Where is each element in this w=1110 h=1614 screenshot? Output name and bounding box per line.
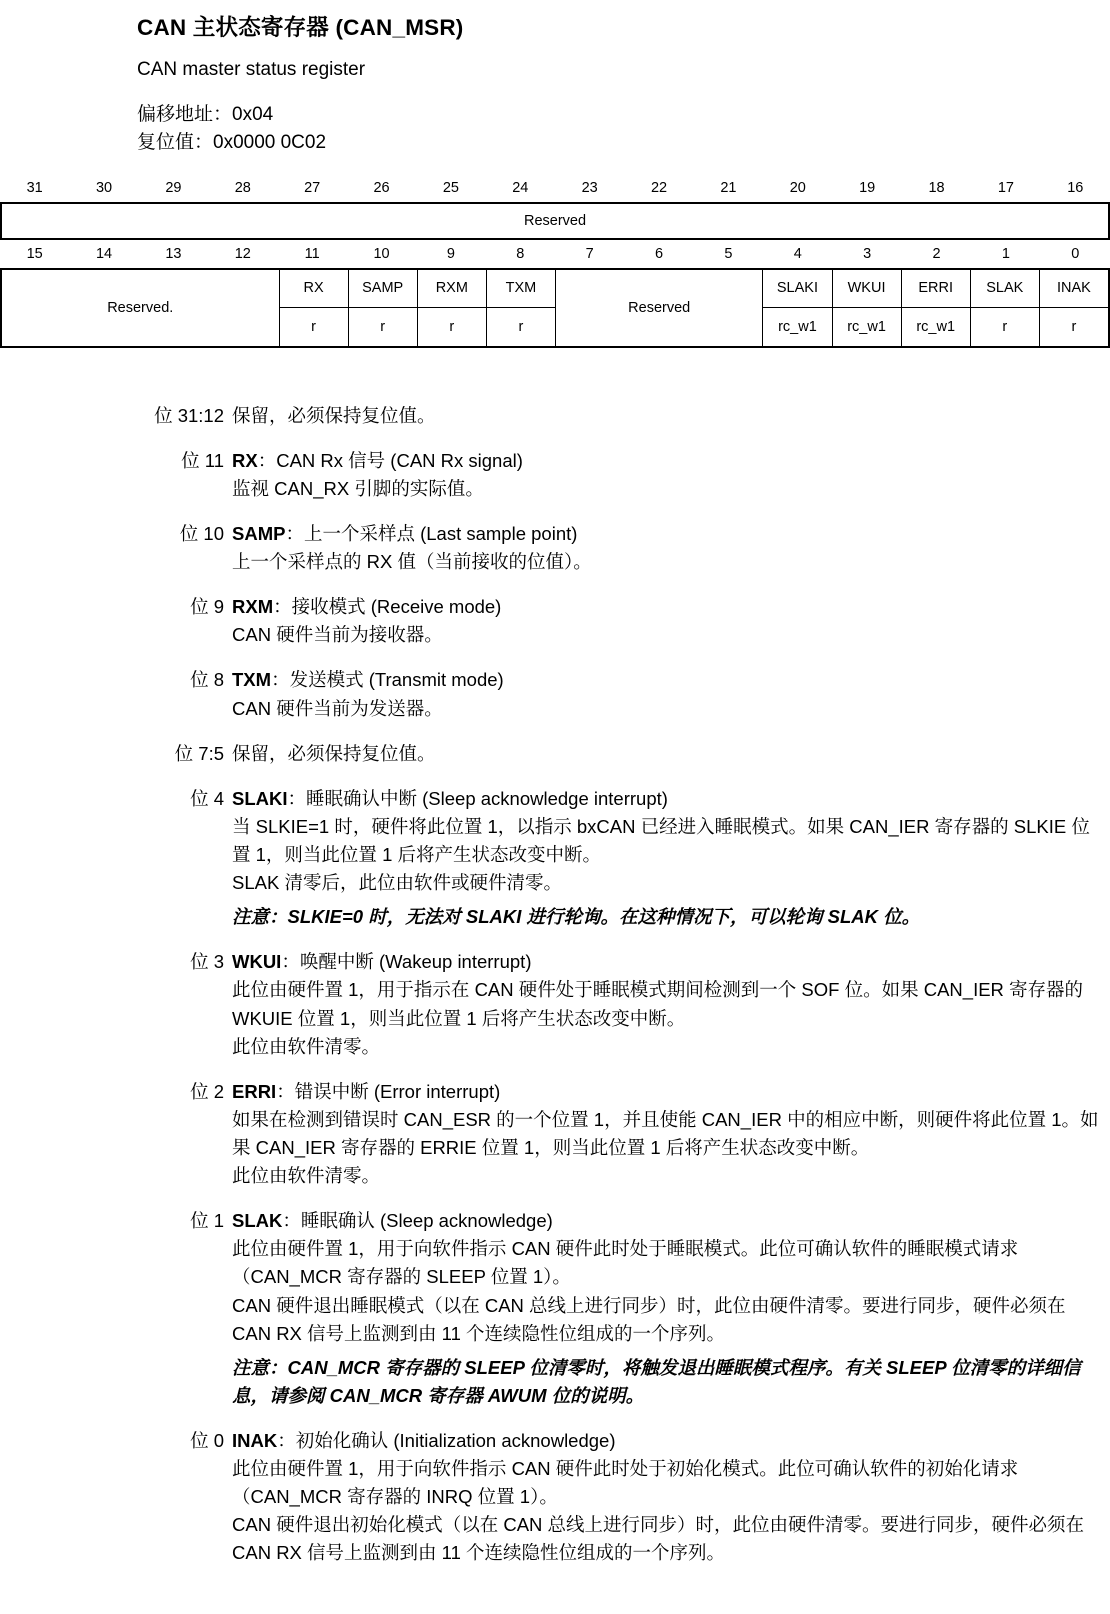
bit-description-title <box>232 402 1105 430</box>
bit-description-paragraph: CAN 硬件退出初始化模式（以在 CAN 总线上进行同步）时，此位由硬件清零。要进行同步，硬件必须在 CAN RX 信号上监测到由 11 个连续隐性位组成的一个序列。 <box>232 1514 1085 1564</box>
bit-number-18: 18 <box>928 179 945 196</box>
bit-description-paragraph: 当 SLKIE=1 时，硬件将此位置 1，以指示 bxCAN 已经进入睡眠模式。如果 CAN_IER 寄存器的 SLKIE 位置 1，则当此位置 1 后将产生状态改变中断。 <box>232 815 1090 865</box>
bit-field-abbrev: TXM <box>232 669 272 691</box>
bit-range-label: 位 10 <box>179 522 224 544</box>
bit-number-7: 7 <box>585 246 594 263</box>
bit-numbers-row-low <box>0 240 1110 268</box>
bit-number-4: 4 <box>793 246 802 263</box>
bit-description-title-text: ：唤醒中断 (Wakeup interrupt) <box>281 951 532 973</box>
bit-range-label: 位 3 <box>190 951 224 973</box>
bit-field-abbrev: RXM <box>232 596 274 618</box>
bit-number-5: 5 <box>724 246 733 263</box>
bit-description-row <box>0 1427 1105 1568</box>
bit-description-row <box>0 593 1105 649</box>
bit-description-body <box>232 666 1105 722</box>
bit-range-label: 位 2 <box>190 1080 224 1102</box>
bit-field-name: SAMP <box>362 280 404 297</box>
bit-number-21: 21 <box>720 179 737 196</box>
bit-description-title <box>232 520 1105 548</box>
bit-description-title <box>232 1207 1105 1235</box>
register-meta <box>137 101 1110 157</box>
bit-range-label: 位 0 <box>190 1429 224 1451</box>
bit-description-row <box>0 1078 1105 1190</box>
bit-field-cell <box>348 270 417 308</box>
bit-number-16: 16 <box>1067 179 1084 196</box>
bit-description-body <box>232 1427 1105 1568</box>
bit-field-name: RXM <box>435 280 468 297</box>
bit-field-access <box>486 308 555 346</box>
bit-description-row <box>0 666 1105 722</box>
bit-field-name: SLAKI <box>776 280 818 297</box>
bit-description-paragraph: 此位由软件清零。 <box>232 1165 381 1187</box>
bit-field-access <box>279 308 348 346</box>
bit-description-body <box>232 447 1105 503</box>
bit-description-row <box>0 785 1105 932</box>
bit-field-cell <box>1039 270 1108 308</box>
bit-description-title-text: ：睡眠确认 (Sleep acknowledge) <box>282 1210 553 1232</box>
bit-field-name: ERRI <box>918 280 954 297</box>
bit-field-abbrev: SLAK <box>232 1210 283 1232</box>
offset-address: 偏移地址：0x04 <box>137 103 274 125</box>
bit-field-table <box>0 181 1110 348</box>
bit-number-14: 14 <box>95 246 113 263</box>
bit-description-title <box>232 785 1105 813</box>
bit-field-abbrev: SAMP <box>232 522 286 544</box>
bit-field-cell <box>2 270 279 346</box>
bit-field-access-label: r <box>518 318 524 335</box>
bit-field-access-label: rc_w1 <box>916 318 956 335</box>
bit-field-name: INAK <box>1057 280 1091 297</box>
bit-field-access <box>970 308 1039 346</box>
bit-descriptions <box>0 402 1110 1614</box>
bit-field-name: Reserved. <box>107 299 174 316</box>
bit-field-cell <box>970 270 1039 308</box>
bit-number-24: 24 <box>512 179 529 196</box>
bit-number-0: 0 <box>1071 246 1080 263</box>
bit-field-access-label: rc_w1 <box>778 318 817 335</box>
bit-description-paragraph: 此位由硬件置 1，用于指示在 CAN 硬件处于睡眠模式期间检测到一个 SOF 位。如果 CAN_IER 寄存器的 WKUIE 位置 1，则当此位置 1 后将产生状态改变中断。 <box>232 979 1084 1029</box>
bit-description-row <box>0 1207 1105 1410</box>
bit-description-title-text: ：初始化确认 (Initialization acknowledge) <box>277 1429 616 1451</box>
bit-range-label: 位 8 <box>190 669 224 691</box>
bit-description-title <box>232 1078 1105 1106</box>
bit-field-access-label: r <box>1071 318 1077 335</box>
bit-description-title-text: ：上一个采样点 (Last sample point) <box>285 522 578 544</box>
bit-number-10: 10 <box>373 246 390 263</box>
reserved-bar-high <box>0 202 1110 240</box>
bit-description-title-text: 保留，必须保持复位值。 <box>232 404 436 426</box>
bit-description-paragraph: CAN 硬件当前为发送器。 <box>232 697 443 719</box>
bit-description-body <box>232 740 1105 768</box>
bit-number-17: 17 <box>997 179 1014 196</box>
bit-description-body <box>232 785 1105 932</box>
bit-number-27: 27 <box>304 179 321 196</box>
bit-field-cell <box>832 270 901 308</box>
bit-description-title <box>232 740 1105 768</box>
bit-description-title <box>232 1427 1105 1455</box>
bit-field-cell <box>762 270 831 308</box>
bit-description-title <box>232 447 1105 475</box>
bit-field-access-label: r <box>449 318 455 335</box>
bit-field-name: WKUI <box>847 280 886 297</box>
bit-field-access-label: r <box>380 318 386 335</box>
bit-description-note: 注意：SLKIE=0 时，无法对 SLAKI 进行轮询。在这种情况下，可以轮询 SLAK 位。 <box>232 906 921 928</box>
bit-range-label: 位 9 <box>190 596 224 618</box>
bit-number-29: 29 <box>165 179 182 196</box>
bit-number-19: 19 <box>859 179 876 196</box>
bit-number-2: 2 <box>932 246 941 263</box>
bit-description-row <box>0 948 1105 1060</box>
reset-value: 复位值：0x0000 0C02 <box>137 131 327 153</box>
bit-description-row <box>0 740 1105 768</box>
bit-field-abbrev: ERRI <box>232 1080 277 1102</box>
bit-range-label: 位 1 <box>190 1210 224 1232</box>
bit-description-title-text: ：发送模式 (Transmit mode) <box>271 669 504 691</box>
bit-number-9: 9 <box>446 246 455 263</box>
bit-field-access <box>417 308 486 346</box>
bit-field-access-label: r <box>311 318 316 335</box>
bit-description-title-text: ：睡眠确认中断 (Sleep acknowledge interrupt) <box>287 787 668 809</box>
bit-description-paragraph: CAN 硬件退出睡眠模式（以在 CAN 总线上进行同步）时，此位由硬件清零。要进行同步，硬件必须在 CAN RX 信号上监测到由 11 个连续隐性位组成的一个序列。 <box>232 1294 1066 1344</box>
bit-description-title <box>232 948 1105 976</box>
bit-field-cell <box>555 270 762 346</box>
bit-field-access <box>348 308 417 346</box>
bit-field-cell <box>417 270 486 308</box>
bit-description-body <box>232 1078 1105 1190</box>
bit-number-31: 31 <box>26 179 43 196</box>
bit-description-row <box>0 447 1105 503</box>
bit-description-paragraph: 监视 CAN_RX 引脚的实际值。 <box>232 477 484 499</box>
bit-field-abbrev: INAK <box>232 1429 278 1451</box>
bit-field-access <box>762 308 831 346</box>
bit-range-label: 位 11 <box>181 449 224 471</box>
bit-number-30: 30 <box>95 179 113 196</box>
bit-description-title-text: ：错误中断 (Error interrupt) <box>276 1080 501 1102</box>
bit-description-title-text: 保留，必须保持复位值。 <box>232 742 436 764</box>
bit-number-25: 25 <box>442 179 459 196</box>
bit-description-title <box>232 666 1105 694</box>
bit-field-cell <box>279 270 348 308</box>
bit-description-body <box>232 593 1105 649</box>
bit-range-label: 位 4 <box>190 787 224 809</box>
bit-description-body <box>232 520 1105 576</box>
bit-field-access-label: rc_w1 <box>847 318 886 335</box>
bit-description-paragraph: 上一个采样点的 RX 值（当前接收的位值）。 <box>232 551 592 573</box>
bit-description-paragraph: 如果在检测到错误时 CAN_ESR 的一个位置 1，并且使能 CAN_IER 中的相应中断，则硬件将此位置 1。如果 CAN_IER 寄存器的 ERRIE 位置 1，则当此位置 1 后将产生状态改变中断。 <box>232 1108 1099 1158</box>
bit-number-23: 23 <box>581 179 598 196</box>
bit-number-1: 1 <box>1001 246 1010 263</box>
bit-description-title-text: ：CAN Rx 信号 (CAN Rx signal) <box>257 449 523 471</box>
register-subtitle: CAN master status register <box>137 59 366 81</box>
reserved-label: Reserved <box>523 213 587 230</box>
bit-number-20: 20 <box>789 179 806 196</box>
bit-description-body <box>232 402 1105 430</box>
register-header <box>0 0 1110 157</box>
bit-description-note: 注意：CAN_MCR 寄存器的 SLEEP 位清零时，将触发退出睡眠模式程序。有关 SLEEP 位清零的详细信息，请参阅 CAN_MCR 寄存器 AWUM 位的说明。 <box>232 1356 1081 1406</box>
bit-field-access <box>901 308 970 346</box>
bit-field-access <box>832 308 901 346</box>
bit-field-access-label: r <box>1002 318 1008 335</box>
bit-description-row <box>0 520 1105 576</box>
bit-number-13: 13 <box>165 246 182 263</box>
bit-number-8: 8 <box>516 246 525 263</box>
bit-field-abbrev: WKUI <box>232 951 282 973</box>
bit-description-title <box>232 593 1105 621</box>
bit-field-cell <box>901 270 970 308</box>
bit-number-6: 6 <box>655 246 664 263</box>
bit-description-paragraph: 此位由软件清零。 <box>232 1035 381 1057</box>
bit-field-abbrev: RX <box>232 449 258 471</box>
bit-fields-grid <box>0 268 1110 348</box>
bit-description-paragraph: CAN 硬件当前为接收器。 <box>232 624 443 646</box>
bit-number-11: 11 <box>304 246 320 263</box>
bit-description-paragraph: 此位由硬件置 1，用于向软件指示 CAN 硬件此时处于初始化模式。此位可确认软件的初始化请求（CAN_MCR 寄存器的 INRQ 位置 1）。 <box>232 1458 1019 1508</box>
bit-range-label: 位 7:5 <box>174 742 224 764</box>
bit-field-access <box>1039 308 1108 346</box>
bit-field-name: TXM <box>505 280 537 297</box>
bit-description-paragraph: SLAK 清零后，此位由软件或硬件清零。 <box>232 872 562 894</box>
bit-field-abbrev: SLAKI <box>232 787 288 809</box>
page-title: CAN 主状态寄存器 (CAN_MSR) <box>137 15 464 40</box>
bit-field-name: RX <box>303 280 324 297</box>
bit-numbers-row-high <box>0 181 1110 203</box>
bit-number-26: 26 <box>373 179 390 196</box>
bit-number-12: 12 <box>234 246 251 263</box>
bit-description-row <box>0 402 1105 430</box>
bit-description-paragraph: 此位由硬件置 1，用于向软件指示 CAN 硬件此时处于睡眠模式。此位可确认软件的睡眠模式请求（CAN_MCR 寄存器的 SLEEP 位置 1）。 <box>232 1238 1019 1288</box>
bit-field-cell <box>486 270 555 308</box>
bit-number-28: 28 <box>234 179 251 196</box>
bit-description-body <box>232 948 1105 1060</box>
bit-number-15: 15 <box>26 246 43 263</box>
bit-description-body <box>232 1207 1105 1410</box>
bit-range-label: 位 31:12 <box>154 404 224 426</box>
bit-description-title-text: ：接收模式 (Receive mode) <box>273 596 502 618</box>
bit-field-name: SLAK <box>986 280 1024 297</box>
bit-field-name: Reserved <box>628 299 691 316</box>
bit-number-22: 22 <box>650 179 668 196</box>
bit-number-3: 3 <box>863 246 872 263</box>
